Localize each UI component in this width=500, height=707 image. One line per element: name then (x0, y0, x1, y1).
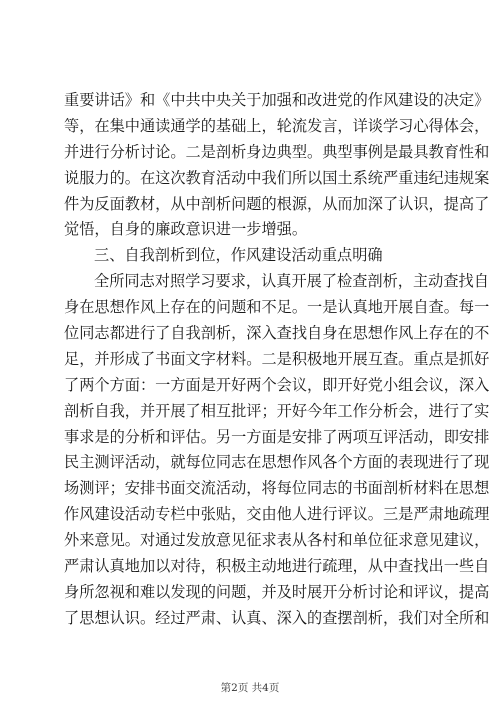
paragraph-line: 作风建设活动专栏中张贴，交由他人进行评议。三是严肃地疏理 (64, 505, 490, 524)
paragraph-line: 了思想认识。经过严肃、认真、深入的查摆剖析，我们对全所和 (64, 608, 490, 627)
paragraph-line: 民主测评活动，就每位同志在思想作风各个方面的表现进行了现 (64, 453, 490, 472)
paragraph-line: 并进行分析讨论。二是剖析身边典型。典型事例是最具教育性和 (64, 142, 490, 161)
paragraph-line: 说服力的。在这次教育活动中我们所以国土系统严重违纪违规案 (64, 168, 490, 187)
page-number-footer: 第2页 共4页 (220, 682, 280, 694)
paragraph-line: 件为反面教材，从中剖析问题的根源，从而加深了认识，提高了 (64, 194, 490, 213)
paragraph-line: 了两个方面：一方面是开好两个会议，即开好党小组会议，深入 (64, 375, 490, 394)
paragraph-line: 事求是的分析和评估。另一方面是安排了两项互评活动，即安排 (64, 427, 490, 446)
paragraph-line: 等，在集中通读通学的基础上，轮流发言，详谈学习心得体会， (64, 116, 490, 135)
paragraph-line: 剖析自我，并开展了相互批评；开好今年工作分析会，进行了实 (64, 401, 490, 420)
paragraph-line: 重要讲话》和《中共中央关于加强和改进党的作风建设的决定》 (64, 91, 490, 109)
paragraph-line: 足，并形成了书面文字材料。二是积极地开展互查。重点是抓好 (64, 349, 490, 368)
paragraph-line: 外来意见。对通过发放意见征求表从各村和单位征求意见建议， (64, 531, 490, 550)
document-body (64, 88, 490, 632)
paragraph-line: 场测评；安排书面交流活动，将每位同志的书面剖析材料在思想 (64, 479, 490, 498)
paragraph-line: 身所忽视和难以发现的问题，并及时展开分析讨论和评议，提高 (64, 582, 490, 601)
paragraph-line: 严肃认真地加以对待，积极主动地进行疏理，从中查找出一些自 (64, 557, 490, 576)
paragraph-line: 全所同志对照学习要求，认真开展了检查剖析，主动查找自 (94, 272, 489, 291)
paragraph-line: 身在思想作风上存在的问题和不足。一是认真地开展自查。每一 (64, 298, 490, 317)
paragraph-line: 位同志都进行了自我剖析，深入查找自身在思想作风上存在的不 (64, 324, 490, 343)
paragraph-line: 觉悟，自身的廉政意识进一步增强。 (64, 220, 307, 239)
section-heading: 三、自我剖析到位，作风建设活动重点明确 (94, 246, 383, 265)
